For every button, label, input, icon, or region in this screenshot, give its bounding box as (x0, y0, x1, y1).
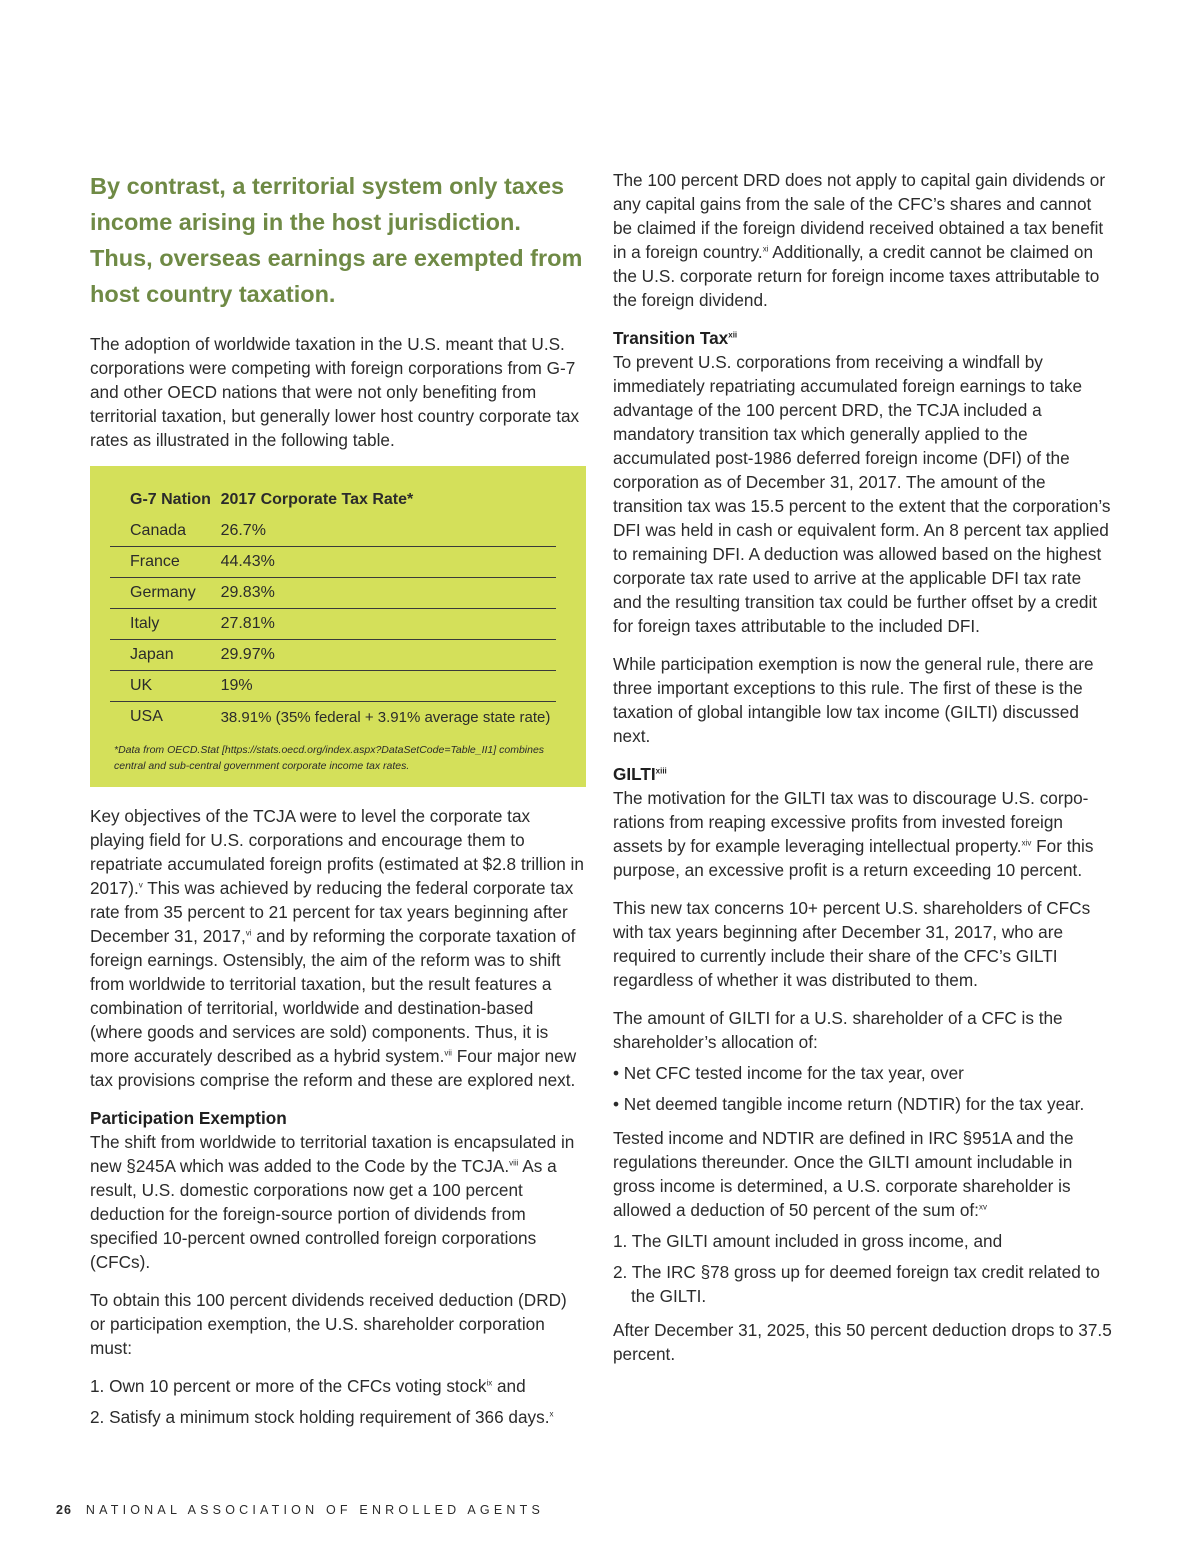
right-column (613, 168, 1113, 1366)
nation-cell: Japan (130, 646, 174, 663)
table-row (110, 547, 556, 578)
transition-tax-heading (613, 326, 1113, 350)
footnote-ref: ix (486, 1378, 493, 1388)
nation-cell: USA (130, 708, 163, 725)
text-span: 2. Satisfy a minimum stock holding requirement of 366 days. (90, 1407, 550, 1427)
header-rate: 2017 Corporate Tax Rate* (220, 491, 414, 508)
rate-cell: 29.97% (220, 646, 275, 663)
left-column (90, 168, 586, 1436)
text-span: As a result, U.S. domestic corporations now get a 100 percent deduction for the foreign-source portion of dividends from specified 10-percent owned controlled foreign corporations (CFCs). (90, 1156, 557, 1272)
pull-quote: By contrast, a territorial system only taxes income arising in the host jurisdiction. Thus, overseas earnings are exempted from host country taxation. (90, 173, 583, 307)
rate-cell: 26.7% (220, 522, 266, 539)
footnote-ref: vi (245, 928, 252, 938)
gilti-heading (613, 762, 1113, 786)
list-item: 2. The IRC §78 gross up for deemed foreign tax credit related to the GILTI. (613, 1262, 1100, 1306)
drd-intro-paragraph: To obtain this 100 percent dividends received deduction (DRD) or participation exemption, the U.S. shareholder corporation must: (90, 1290, 567, 1358)
tax-rate-table (110, 484, 556, 732)
gilti-motivation-paragraph (613, 786, 1113, 882)
text-span: and by reforming the corporate taxation of foreign earnings. Ostensibly, the aim of the reform was to shift from worldwide to territorial taxation, but the result features a combination of territorial, worldwide and destination-based (where goods and services are sold) components. Thus, it is more accurately described as a hybrid system. (90, 926, 576, 1066)
text-span: and (492, 1376, 526, 1396)
participation-paragraph (90, 1130, 586, 1274)
nation-cell: France (130, 553, 180, 570)
nation-cell: Italy (130, 615, 160, 632)
nation-cell: UK (130, 677, 153, 694)
list-item (90, 1374, 586, 1398)
participation-heading: Participation Exemption (90, 1108, 287, 1128)
objectives-paragraph (90, 804, 586, 1092)
page-footer (56, 1503, 544, 1517)
table-row (110, 516, 556, 547)
nation-cell: Germany (130, 584, 196, 601)
footnote-ref: xv (978, 1202, 987, 1212)
footnote-ref: v (138, 880, 143, 890)
heading-text: Transition Tax (613, 328, 729, 348)
rate-cell: 44.43% (220, 553, 275, 570)
footnote-ref: xiii (655, 766, 667, 776)
new-tax-paragraph: This new tax concerns 10+ percent U.S. shareholders of CFCs with tax years beginning after December 31, 2017, who are required to currently include their share of the CFC’s GILTI regardless of whether it was distributed to them. (613, 898, 1091, 990)
text-span: The motivation for the GILTI tax was to discourage U.S. corpo-rations from reaping excessive profits from invested foreign assets by for example leveraging intellectual property. (613, 788, 1089, 856)
text-span: This was achieved by reducing the federal corporate tax rate from 35 percent to 21 percent for tax years beginning after December 31, 2017, (90, 878, 574, 946)
table-header-row (110, 484, 556, 516)
text-span: Tested income and NDTIR are defined in IRC §951A and the regulations thereunder. Once the GILTI amount includable in gross income is determined, a U.S. corporate shareholder is allowed a deduction of 50 percent of the sum of: (613, 1128, 1074, 1220)
table-row (110, 671, 556, 702)
list-item: • Net CFC tested income for the tax year, over (613, 1063, 964, 1083)
list-item (90, 1405, 586, 1429)
nation-cell: Canada (130, 522, 187, 539)
page-number: 26 (56, 1503, 72, 1517)
footnote-ref: vii (444, 1048, 452, 1058)
list-item: 1. The GILTI amount included in gross income, and (613, 1231, 1003, 1251)
gilti-amount-paragraph: The amount of GILTI for a U.S. shareholder of a CFC is the shareholder’s allocation of: (613, 1008, 1063, 1052)
text-span: The 100 percent DRD does not apply to capital gain dividends or any capital gains from the sale of the CFC’s shares and cannot be claimed if the foreign dividend received obtained a tax benefit in a foreign country. (613, 170, 1106, 262)
closing-paragraph: After December 31, 2025, this 50 percent deduction drops to 37.5 percent. (613, 1320, 1112, 1364)
text-span: The shift from worldwide to territorial taxation is encapsulated in new §245A which was added to the Code by the TCJA. (90, 1132, 575, 1176)
drd-requirements-list (90, 1374, 586, 1429)
list-item: • Net deemed tangible income return (NDTIR) for the tax year. (613, 1094, 1085, 1114)
header-nation: G-7 Nation (130, 491, 211, 508)
deduction-items-list (613, 1229, 1113, 1308)
table-row (110, 609, 556, 640)
tested-income-paragraph (613, 1126, 1113, 1222)
organization-name: NATIONAL ASSOCIATION OF ENROLLED AGENTS (85, 1503, 544, 1517)
transition-tax-paragraph: To prevent U.S. corporations from receiving a windfall by immediately repatriating accumulated foreign earnings to take advantage of the 100 percent DRD, the TCJA included a mandatory transition tax which generally applied to the accumulated post-1986 deferred foreign income (DFI) of the corporation as of December 31, 2017. The amount of the transition tax was 15.5 percent to the extent that the corporation’s DFI was held in cash or equivalent form. An 8 percent tax applied to remaining DFI. A deduction was allowed based on the highest corporate tax rate used to arrive at the applicable DFI tax rate and the resulting transition tax could be further offset by a credit for foreign taxes attributable to the included DFI. (613, 352, 1111, 636)
rate-cell: 38.91% (35% federal + 3.91% average state rate) (220, 708, 551, 726)
rate-cell: 27.81% (220, 615, 275, 632)
text-span: Additionally, a credit cannot be claimed on the U.S. corporate return for foreign income taxes attributable to the foreign dividend. (613, 242, 1100, 310)
heading-text: GILTI (613, 764, 656, 784)
text-span: 1. Own 10 percent or more of the CFCs voting stock (90, 1376, 487, 1396)
text-span: Four major new tax provisions comprise the reform and these are explored next. (90, 1046, 577, 1090)
rate-cell: 29.83% (220, 584, 275, 601)
intro-paragraph: The adoption of worldwide taxation in the U.S. meant that U.S. corporations were competing with foreign corporations from G-7 and other OECD nations that were not only benefiting from territorial taxation, but generally lower host country corporate tax rates as illustrated in the following table. (90, 334, 580, 450)
footnote-ref: viii (509, 1158, 519, 1168)
tax-rate-table-box (90, 466, 586, 787)
drd-exclusions-paragraph (613, 168, 1113, 312)
table-row (110, 702, 556, 733)
table-footnote: *Data from OECD.Stat [https://stats.oecd.org/index.aspx?DataSetCode=Table_II1] combines central and sub-central government corporate income tax rates. (114, 744, 545, 772)
footnote-ref: xii (728, 330, 738, 340)
footnote-ref: xiv (1021, 838, 1032, 848)
text-span: Key objectives of the TCJA were to level the corporate tax playing field for U.S. corporations and encourage them to repatriate accumulated foreign profits (estimated at $2.8 trillion in 2017). (90, 806, 584, 898)
text-span: For this purpose, an excessive profit is a return exceeding 10 percent. (613, 836, 1094, 880)
table-row (110, 640, 556, 671)
exemption-exceptions-paragraph: While participation exemption is now the general rule, there are three important exceptions to this rule. The first of these is the taxation of global intangible low tax income (GILTI) discussed next. (613, 654, 1094, 746)
rate-cell: 19% (220, 677, 253, 694)
footnote-ref: xi (762, 244, 769, 254)
footnote-ref: x (549, 1409, 554, 1419)
table-row (110, 578, 556, 609)
gilti-components-list (613, 1061, 1113, 1116)
